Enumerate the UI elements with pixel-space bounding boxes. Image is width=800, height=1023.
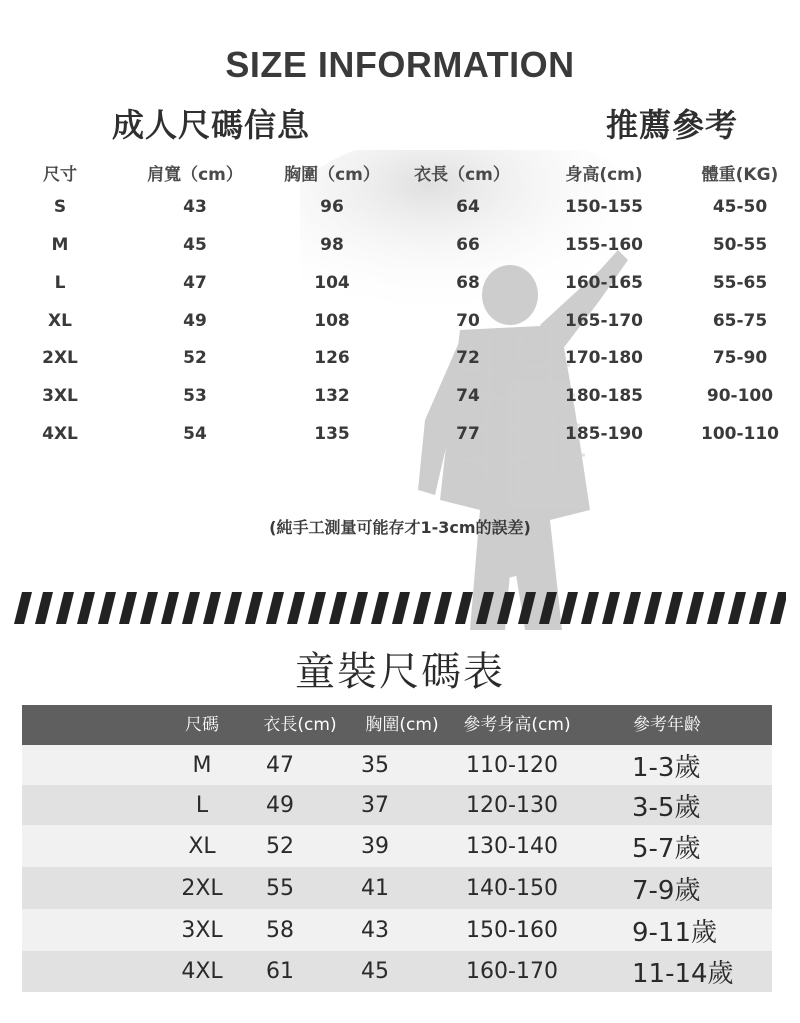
adult-cell-chest: 135 (314, 424, 350, 444)
adult-cell-shoulder: 47 (183, 273, 207, 293)
adult-cell-chest: 96 (320, 197, 344, 217)
kids-cell-age: 9-11歲 (632, 917, 718, 948)
adult-cell-weight: 65-75 (712, 311, 768, 331)
adult-cell-chest: 132 (314, 386, 350, 406)
adult-cell-size: 2XL (42, 348, 78, 368)
adult-cell-weight: 100-110 (700, 424, 780, 444)
adult-cell-chest: 126 (314, 348, 350, 368)
kids-table-header (22, 705, 772, 745)
adult-cell-size: XL (48, 311, 72, 331)
table-row (22, 867, 772, 909)
kids-cell-chest: 39 (361, 833, 389, 859)
adult-cell-height: 165-170 (564, 311, 644, 331)
kids-cell-length: 55 (266, 875, 294, 901)
reference-title: 推薦參考 (606, 106, 739, 144)
adult-header-weight: 體重(KG) (701, 165, 779, 185)
adult-cell-size: 3XL (42, 386, 78, 406)
adult-cell-weight: 45-50 (712, 197, 768, 217)
adult-cell-chest: 104 (314, 273, 350, 293)
kids-cell-length: 47 (266, 752, 294, 778)
adult-cell-weight: 75-90 (712, 348, 768, 368)
kids-cell-chest: 45 (361, 959, 389, 984)
table-row (22, 825, 772, 867)
adult-cell-height: 170-180 (564, 348, 644, 368)
kids-cell-chest: 43 (361, 917, 389, 943)
adult-header-length: 衣長（cm） (414, 165, 510, 185)
table-row (22, 785, 772, 825)
kids-cell-age: 11-14歲 (632, 959, 734, 989)
adult-cell-length: 66 (456, 235, 480, 255)
adult-cell-size: M (51, 235, 69, 255)
adult-section-title: 成人尺碼信息 (112, 106, 311, 144)
kids-cell-size: M (192, 752, 212, 778)
adult-cell-length: 64 (456, 197, 480, 217)
adult-cell-height: 160-165 (564, 273, 644, 293)
kids-header-length: 衣長(cm) (263, 715, 337, 735)
adult-cell-shoulder: 43 (183, 197, 207, 217)
kids-size-table (22, 705, 772, 992)
adult-cell-shoulder: 49 (183, 311, 207, 331)
kids-cell-size: 2XL (181, 875, 223, 901)
kids-cell-age: 3-5歲 (632, 792, 701, 823)
kids-cell-age: 5-7歲 (632, 833, 701, 864)
adult-cell-length: 70 (456, 311, 480, 331)
adult-cell-weight: 55-65 (712, 273, 768, 293)
table-row (22, 909, 772, 951)
kids-cell-height: 150-160 (466, 917, 558, 943)
adult-cell-shoulder: 52 (183, 348, 207, 368)
adult-header-size: 尺寸 (43, 165, 77, 185)
adult-header-chest: 胸圍（cm） (284, 165, 380, 185)
kids-cell-height: 160-170 (466, 959, 558, 984)
kids-cell-size: L (195, 792, 209, 818)
adult-cell-weight: 50-55 (712, 235, 768, 255)
adult-cell-size: 4XL (42, 424, 78, 444)
kids-cell-height: 140-150 (466, 875, 558, 901)
measurement-note: (純手工測量可能存才1-3cm的誤差) (269, 518, 531, 537)
kids-cell-age: 7-9歲 (632, 875, 701, 906)
kids-cell-chest: 37 (361, 792, 389, 818)
kids-cell-chest: 41 (361, 875, 389, 901)
main-title: SIZE INFORMATION (225, 44, 575, 85)
adult-cell-weight: 90-100 (706, 386, 774, 406)
adult-cell-chest: 98 (320, 235, 344, 255)
kids-header-chest: 胸圍(cm) (365, 715, 439, 735)
kids-cell-length: 58 (266, 917, 294, 943)
adult-cell-shoulder: 53 (183, 386, 207, 406)
adult-cell-height: 180-185 (564, 386, 644, 406)
adult-cell-height: 155-160 (564, 235, 644, 255)
kids-cell-size: 3XL (181, 917, 223, 943)
kids-cell-size: XL (188, 833, 216, 859)
kids-cell-height: 110-120 (466, 752, 558, 778)
kids-section-title: 童裝尺碼表 (295, 649, 505, 695)
adult-header-height: 身高(cm) (565, 165, 643, 185)
adult-header-shoulder: 肩寬（cm） (147, 165, 243, 185)
table-row (22, 951, 772, 992)
adult-cell-length: 68 (456, 273, 480, 293)
adult-cell-shoulder: 45 (183, 235, 207, 255)
kids-cell-length: 61 (266, 959, 294, 984)
kids-cell-chest: 35 (361, 752, 389, 778)
adult-cell-length: 74 (456, 386, 480, 406)
stripe-divider (14, 592, 786, 624)
adult-cell-length: 72 (456, 348, 480, 368)
kids-cell-height: 120-130 (466, 792, 558, 818)
adult-cell-size: S (53, 197, 67, 217)
table-row (22, 745, 772, 785)
kids-cell-length: 52 (266, 833, 294, 859)
kids-cell-length: 49 (266, 792, 294, 818)
adult-cell-size: L (54, 273, 66, 293)
adult-cell-height: 185-190 (564, 424, 644, 444)
adult-cell-shoulder: 54 (183, 424, 207, 444)
kids-header-size: 尺碼 (185, 715, 219, 735)
adult-cell-height: 150-155 (564, 197, 644, 217)
kids-cell-size: 4XL (181, 959, 223, 984)
adult-cell-length: 77 (456, 424, 480, 444)
adult-cell-chest: 108 (314, 311, 350, 331)
kids-header-height: 參考身高(cm) (463, 715, 571, 735)
kids-header-age: 參考年齡 (633, 715, 701, 735)
kids-cell-age: 1-3歲 (632, 752, 701, 783)
kids-cell-height: 130-140 (466, 833, 558, 859)
